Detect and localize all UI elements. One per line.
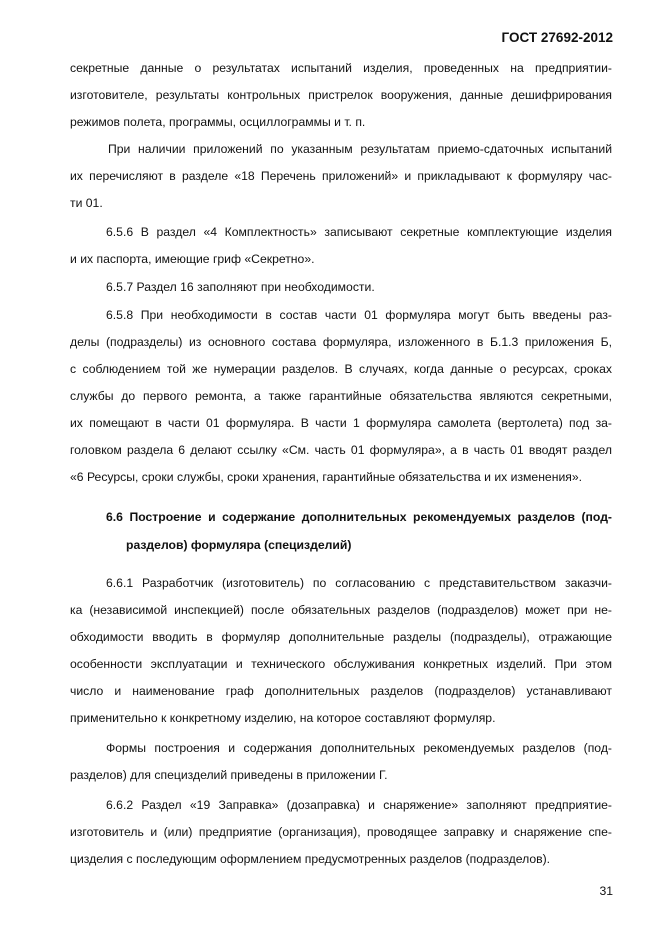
text-line: их перечисляют в разделе «18 Перечень приложений» и прикладывают к формуляру час- — [70, 169, 612, 183]
text-line: цизделия с последующим оформлением предусмотренных разделов (подразделов). — [70, 852, 551, 866]
text-line: разделов) для специзделий приведены в приложении Г. — [70, 768, 388, 782]
text-line: и их паспорта, имеющие гриф «Секретно». — [70, 252, 315, 266]
text-line: ти 01. — [70, 196, 103, 210]
text-line: изготовителе, результаты контрольных пристрелок вооружения, данные дешифрирования — [70, 88, 612, 102]
text-line: службы до первого ремонта, а также гарантийные обязательства являются секретными, — [70, 389, 612, 403]
text-line: с соблюдением той же нумерации разделов. В случаях, когда данные о ресурсах, сроках — [70, 362, 612, 376]
page-number: 31 — [599, 884, 613, 898]
text-line: секретные данные о результатах испытаний изделия, проведенных на предприятии- — [70, 61, 612, 75]
text-line: 6.6.1 Разработчик (изготовитель) по согласованию с представительством заказчи- — [106, 576, 612, 590]
text-line: применительно к конкретному изделию, на которое составляют формуляр. — [70, 711, 496, 725]
text-line: При наличии приложений по указанным результатам приемо-сдаточных испытаний — [108, 142, 612, 156]
text-line: 6.5.7 Раздел 16 заполняют при необходимости. — [106, 280, 375, 294]
text-line: особенности эксплуатации и технического обслуживания конкретных изделий. При этом — [70, 657, 612, 671]
text-line: головком раздела 6 делают ссылку «См. часть 01 формуляра», а в часть 01 вводят раздел — [70, 443, 612, 457]
text-line: режимов полета, программы, осциллограммы и т. п. — [70, 115, 366, 129]
section-heading: разделов) формуляра (специзделий) — [126, 538, 352, 552]
text-line: обходимости вводить в формуляр дополнительные разделы (подразделы), отражающие — [70, 630, 612, 644]
text-line: изготовитель и (или) предприятие (организация), проводящее заправку и снаряжение спе- — [70, 825, 612, 839]
text-line: Формы построения и содержания дополнительных рекомендуемых разделов (под- — [106, 741, 612, 755]
text-line: 6.5.8 При необходимости в состав части 01 формуляра могут быть введены раз- — [106, 308, 612, 322]
standard-header: ГОСТ 27692-2012 — [501, 30, 613, 45]
text-line: ка (независимой инспекцией) после обязательных разделов (подразделов) может при не- — [70, 603, 612, 617]
text-line: 6.6.2 Раздел «19 Заправка» (дозаправка) и снаряжение» заполняют предприятие- — [106, 798, 612, 812]
text-line: «6 Ресурсы, сроки службы, сроки хранения, гарантийные обязательства и их изменения». — [70, 470, 583, 484]
text-line: 6.5.6 В раздел «4 Комплектность» записывают секретные комплектующие изделия — [106, 225, 612, 239]
text-line: число и наименование граф дополнительных разделов (подразделов) устанавливают — [70, 684, 612, 698]
section-heading: 6.6 Построение и содержание дополнительных рекомендуемых разделов (под- — [106, 510, 612, 524]
text-line: делы (подразделы) из основного состава формуляра, изложенного в Б.1.3 приложения Б, — [70, 335, 612, 349]
text-line: их помещают в части 01 формуляра. В части 1 формуляра самолета (вертолета) под за- — [70, 416, 612, 430]
